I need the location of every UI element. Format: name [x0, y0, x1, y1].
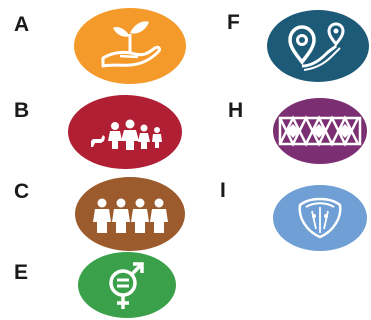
label-b: B [14, 99, 30, 122]
badge-h [272, 96, 368, 166]
label-i: I [220, 179, 226, 202]
label-f: F [227, 11, 240, 34]
badge-a [73, 6, 187, 86]
map-pins-route-icon [266, 8, 370, 84]
badge-f [266, 8, 370, 84]
label-e: E [14, 261, 29, 284]
badge-e [77, 251, 177, 319]
badge-i [272, 183, 368, 253]
hand-sprout-icon [73, 6, 187, 86]
label-c: C [14, 180, 30, 203]
woven-pattern-icon [272, 96, 368, 166]
gender-equality-icon [77, 251, 177, 319]
family-people-icon [67, 93, 183, 171]
sea-shell-icon [272, 183, 368, 253]
group-of-people-icon [74, 175, 186, 253]
label-a: A [14, 13, 30, 36]
badge-c [74, 175, 186, 253]
badge-b [67, 93, 183, 171]
label-h: H [228, 99, 244, 122]
